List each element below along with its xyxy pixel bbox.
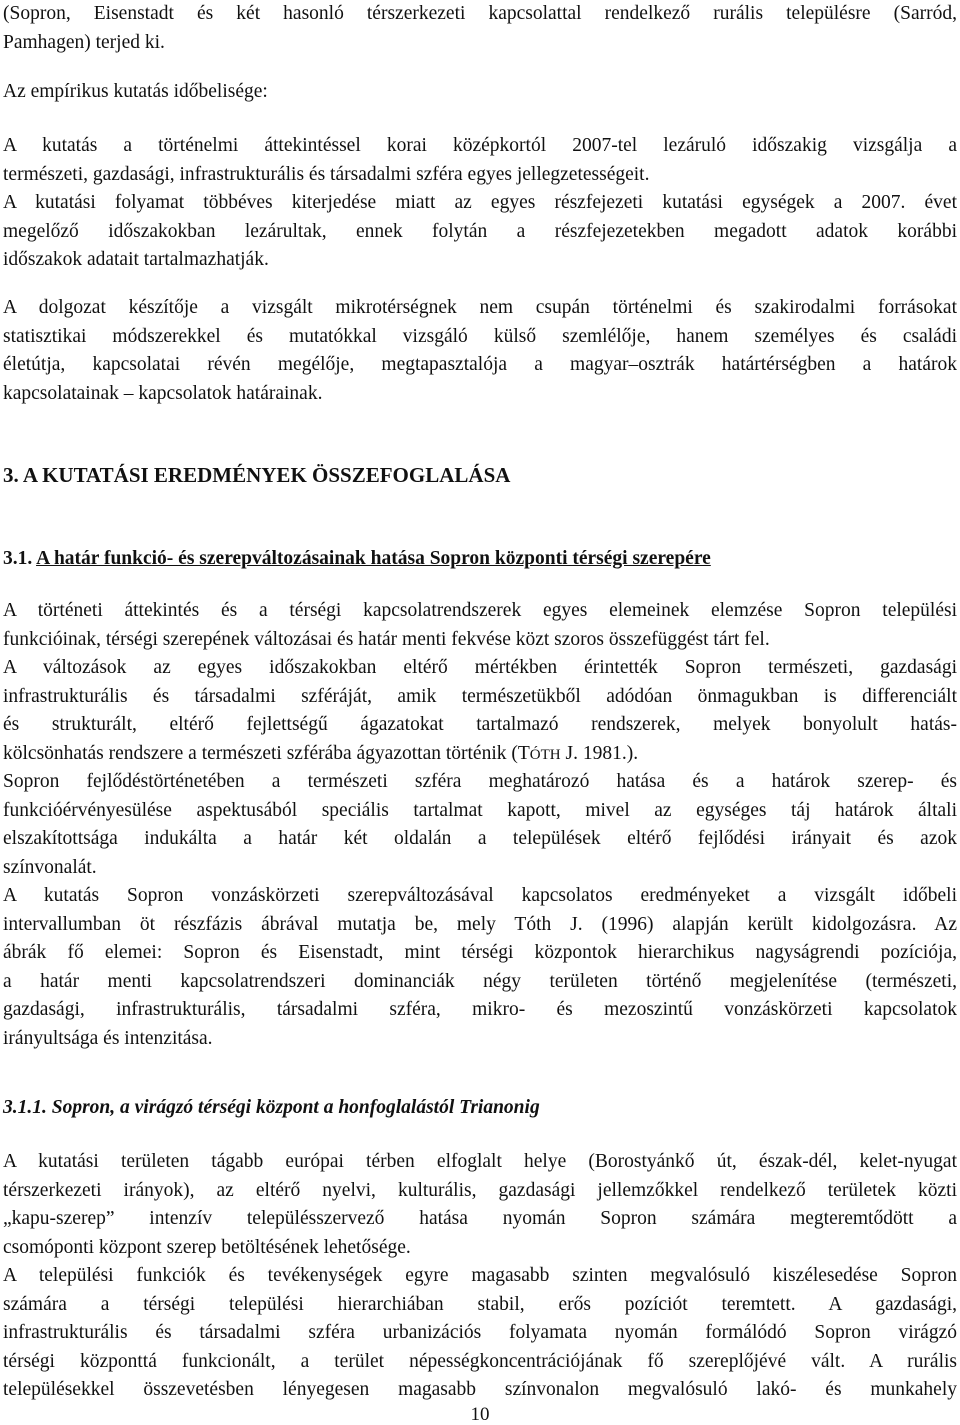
document-page <box>3 0 957 1425</box>
text-line: a határ menti kapcsolatrendszeri dominanciák négy területen történő megjelenítése (természeti, <box>3 970 957 992</box>
text-line: A kutatási folyamat többéves kiterjedése miatt az egyes részfejezeti kutatási egységek a 2007. évet <box>3 192 957 213</box>
small-caps-author: ÓTH <box>529 746 561 763</box>
page-number: 10 <box>470 1404 490 1425</box>
text-line: Sopron fejlődéstörténetében a természeti szféra meghatározó hatása és a határok szerep- és <box>3 771 957 792</box>
section-heading: 3. A KUTATÁSI EREDMÉNYEK ÖSSZEFOGLALÁSA <box>3 463 511 487</box>
paragraph-functions <box>3 1262 957 1405</box>
paragraph-location <box>3 1148 957 1262</box>
paragraph-research <box>3 882 957 1053</box>
text-line: csomóponti központ szerep betöltésének lehetősége. <box>3 1236 411 1258</box>
text-line: természeti, gazdasági, infrastrukturális és társadalmi szféra egyes jellegzetességeit. <box>3 163 650 185</box>
text-line: számára a térségi települési hierarchiában stabil, erős pozíciót teremtett. A gazdasági, <box>3 1293 957 1315</box>
text-line: A történeti áttekintés és a térségi kapcsolatrendszerek egyes elemeinek elemzése Sopron települési <box>3 600 957 621</box>
text-line: színvonalát. <box>3 856 97 878</box>
text-line: irányultsága és intenzitása. <box>3 1027 213 1049</box>
text-fragment: kölcsönhatás rendszere a természeti szférába ágyazottan történik (T <box>3 742 530 764</box>
text-line: infrastrukturális és társadalmi szféra urbanizációs folyamata nyomán formálódó Sopron virágzó <box>3 1322 957 1343</box>
text-line: statisztikai módszerekkel és mutatókkal vizsgáló külső szemlélője, hanem személyes és családi <box>3 325 957 347</box>
subsection-title: A határ funkció- és szerepváltozásainak hatása Sopron központi térségi szerepére <box>36 548 711 569</box>
text-line: időszakok adatait tartalmazhatják. <box>3 249 269 270</box>
text-line <box>3 740 957 770</box>
text-line: A kutatás Sopron vonzáskörzeti szerepváltozásával kapcsolatos eredményeket a vizsgált időbeli <box>3 885 957 906</box>
text-line: funkcióérvényesülése aspektusából speciális tartalmat kapott, mivel az egységes táj határok általi <box>3 799 957 821</box>
text-line: intervallumban öt részfázis ábrával mutatja be, mely Tóth J. (1996) alapján került kidolgozásra. Az <box>3 913 957 935</box>
text-line: Az empírikus kutatás időbelisége: <box>3 81 268 102</box>
text-line: kapcsolatainak – kapcsolatok határainak. <box>3 382 323 404</box>
text-line: megelőző időszakokban lezárultak, ennek folytán a részfejezetekben megadott adatok korábbi <box>3 220 957 242</box>
paragraph-history <box>3 597 957 654</box>
text-line: funkcióinak, térségi szerepének változásai és határ menti fekvése közt szoros összefüggést tárt fel. <box>3 628 770 650</box>
text-line: A települési funkciók és tevékenységek egyre magasabb szinten megvalósuló kiszélesedése Sopron <box>3 1265 957 1286</box>
paragraph-time-scope <box>3 132 957 275</box>
paragraph-intro <box>3 0 957 57</box>
text-line: elszakítottsága indukálta a határ két oldalán a települések eltérő fejlődési irányait és azok <box>3 828 957 849</box>
subsection-number: 3.1. <box>3 548 33 569</box>
text-line: Pamhagen) terjed ki. <box>3 31 165 53</box>
paragraph-time-label <box>3 78 957 107</box>
text-line: gazdasági, infrastrukturális, társadalmi szféra, mikro- és mezoszintű vonzáskörzeti kapcsolatok <box>3 999 957 1020</box>
subsubsection-heading: 3.1.1. Sopron, a virágzó térségi központ a honfoglalástól Trianonig <box>3 1097 540 1118</box>
text-line: és strukturált, eltérő fejlettségű ágazatokat tartalmazó rendszerek, melyek bonyolult hatás- <box>3 714 957 735</box>
subsection-heading <box>3 545 711 573</box>
paragraph-changes <box>3 654 957 769</box>
text-line: térségi központtá funkcionált, a terület népességkoncentrációjának fő szereplőjévé vált. A rurális <box>3 1350 957 1372</box>
text-line: A változások az egyes időszakokban eltérő mértékben érintették Sopron természeti, gazdasági <box>3 657 957 678</box>
text-line: térszerkezeti irányok), az eltérő nyelvi, kulturális, gazdasági jellemzőkkel rendelkező területek közti <box>3 1179 957 1201</box>
text-line: A kutatás a történelmi áttekintéssel korai középkortól 2007-tel lezáruló időszakig vizsgálja a <box>3 135 957 156</box>
text-line: ábrák fő elemei: Sopron és Eisenstadt, mint térségi központok hierarchikus nagyságrendi pozíciója, <box>3 942 957 963</box>
text-line: életútja, kapcsolatai révén megélője, megtapasztalója a magyar–osztrák határtérségben a határok <box>3 354 957 375</box>
text-line: településekkel összevetésben lényegesen magasabb színvonalon megvalósuló lakó- és munkahely <box>3 1379 957 1400</box>
text-line: (Sopron, Eisenstadt és két hasonló térszerkezeti kapcsolattal rendelkező rurális településre (Sarród, <box>3 3 957 24</box>
text-line: „kapu-szerep” intenzív településszervező hatása nyomán Sopron számára megteremtődött a <box>3 1208 957 1229</box>
text-line: infrastrukturális és társadalmi szféráját, amik természetükből adódóan önmagukban is differenciált <box>3 685 957 707</box>
paragraph-development <box>3 768 957 882</box>
text-fragment: J. 1981.). <box>560 742 639 764</box>
text-line: A dolgozat készítője a vizsgált mikrotérségnek nem csupán történelmi és szakirodalmi forrásokat <box>3 297 957 318</box>
text-line: A kutatási területen tágabb európai térben elfoglalt helye (Borostyánkő út, észak-dél, kelet-nyugat <box>3 1151 957 1172</box>
paragraph-author <box>3 294 957 408</box>
